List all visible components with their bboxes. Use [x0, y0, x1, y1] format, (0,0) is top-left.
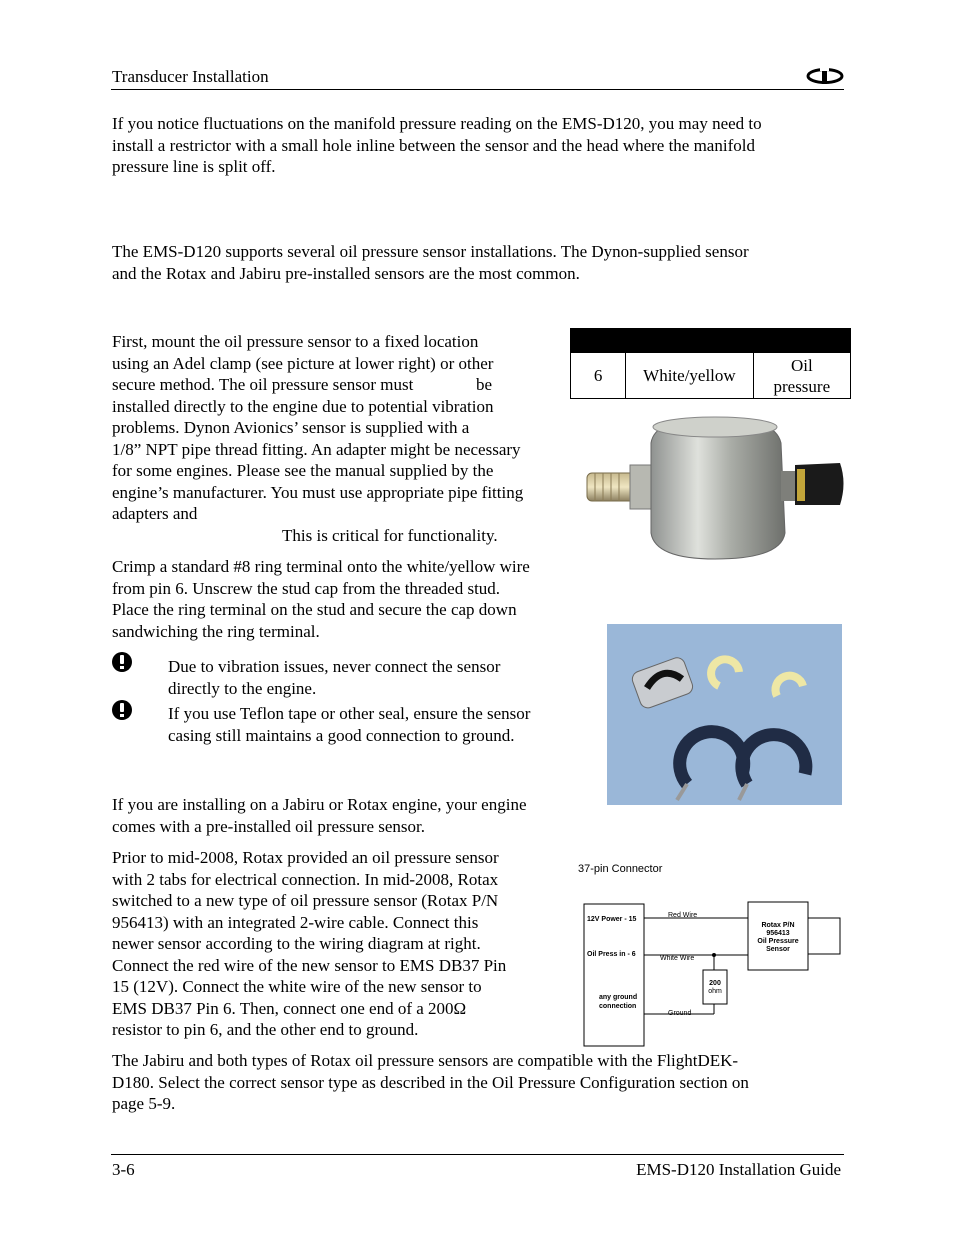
resistor-label-1: 200 [709, 980, 721, 987]
mount-paragraph: First, mount the oil pressure sensor to a fixed location using an Adel clamp (see picture at lower right) or other secure method. The oil pressure sensor must be installed directly to the engine due to potential vibration problems. Dynon Avionics’ sensor is supplied with a 1/8” NPT pipe thread fitting. An adapter might be necessary for some engines. Please see the manual supplied by the engine’s manufacturer. You must use appropriate pipe fitting adapters and This is critical for functionality. [112, 332, 524, 545]
caution-icon [112, 700, 132, 720]
page-number: 3-6 [112, 1160, 135, 1179]
ground-wire-label: Ground [668, 1010, 692, 1017]
power-pin-label: 12V Power - 15 [587, 916, 637, 923]
sensor-label-4: Sensor [766, 946, 790, 953]
crimp-paragraph: Crimp a standard #8 ring terminal onto the white/yellow wire from pin 6. Unscrew the stud cap from the threaded stud. Place the ring terminal on the stud and secure the cap down sandwiching the ring terminal. [112, 557, 530, 641]
wiring-diagram [576, 858, 848, 1050]
pin-table-header [571, 329, 851, 353]
closing-paragraph: The Jabiru and both types of Rotax oil pressure sensors are compatible with the FlightDEK- D180. Select the correct sensor type as described in the Oil Pressure Configuration section on page 5-9. [112, 1051, 749, 1113]
white-wire-label: White Wire [660, 955, 695, 962]
ground-label-1: any ground [599, 994, 638, 1001]
sensor-label-2: 956413 [766, 930, 790, 937]
pin-number: 6 [571, 353, 626, 399]
footer-rule [111, 1154, 844, 1155]
sensor-label-1: Rotax P/N [761, 922, 795, 929]
document-title: EMS-D120 Installation Guide [636, 1160, 841, 1179]
oil-sensor-intro-paragraph: The EMS-D120 supports several oil pressure sensor installations. The Dynon-supplied sensor and the Rotax and Jabiru pre-installed sensors are the most common. [112, 242, 749, 283]
pin-function: Oil pressure [753, 353, 850, 399]
wire-color: White/yellow [626, 353, 753, 399]
caution-icon [112, 652, 132, 672]
resistor-label-2: ohm [708, 988, 722, 995]
connector-box [584, 904, 644, 1046]
be-word: be [476, 375, 493, 394]
rotax-paragraph: Prior to mid-2008, Rotax provided an oil pressure sensor with 2 tabs for electrical connection. In mid-2008, Rotax switched to a new type of oil pressure sensor (Rotax P/N 956413) with an integrated 2-wire cable. Connect this newer sensor according to the wiring diagram at right. Connect the red wire of the new sensor to EMS DB37 Pin 15 (12V). Connect the white wire of the new sensor to EMS DB37 Pin 6. Then, connect one end of a 200Ω resistor to pin 6, and the other end to ground. [112, 848, 507, 1039]
header-rule [111, 89, 844, 90]
pin-table [570, 328, 851, 399]
sensor-label-3: Oil Pressure [757, 938, 799, 945]
red-wire-label: Red Wire [668, 912, 698, 919]
caution-text-1: Due to vibration issues, never connect the sensor directly to the engine. [168, 657, 501, 698]
fluctuation-paragraph: If you notice fluctuations on the manifold pressure reading on the EMS-D120, you may need to install a restrictor with a small hole inline between the sensor and the head where the manifold pressure line is split off. [112, 114, 762, 176]
dynon-logo-icon [806, 67, 844, 85]
sensor-stub [808, 918, 840, 954]
resistor-box [703, 970, 727, 1004]
diagram-title: 37-pin Connector [578, 863, 663, 875]
oil-pressure-sensor-photo [585, 413, 847, 563]
header-section-title: Transducer Installation [112, 67, 269, 86]
ground-label-2: connection [599, 1003, 637, 1010]
caution-text-2: If you use Teflon tape or other seal, ensure the sensor casing still maintains a good connection to ground. [168, 704, 531, 745]
table-row [571, 353, 851, 399]
adel-clamp-photo [607, 624, 842, 805]
oil-pin-label: Oil Press in - 6 [587, 951, 636, 958]
jabiru-paragraph: If you are installing on a Jabiru or Rotax engine, your engine comes with a pre-installed oil pressure sensor. [112, 795, 527, 836]
